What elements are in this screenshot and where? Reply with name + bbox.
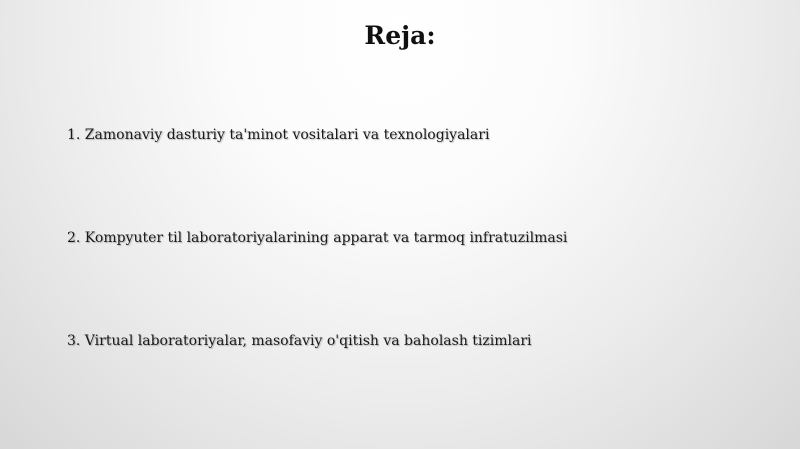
- plan-item-3: 3. Virtual laboratoriyalar, masofaviy o'qitish va baholash tizimlari: [67, 333, 532, 349]
- plan-item-1: 1. Zamonaviy dasturiy ta'minot vositalari va texnologiyalari: [67, 127, 490, 143]
- slide-title: Reja:: [364, 21, 436, 50]
- plan-item-2: 2. Kompyuter til laboratoriyalarining apparat va tarmoq infratuzilmasi: [67, 230, 568, 246]
